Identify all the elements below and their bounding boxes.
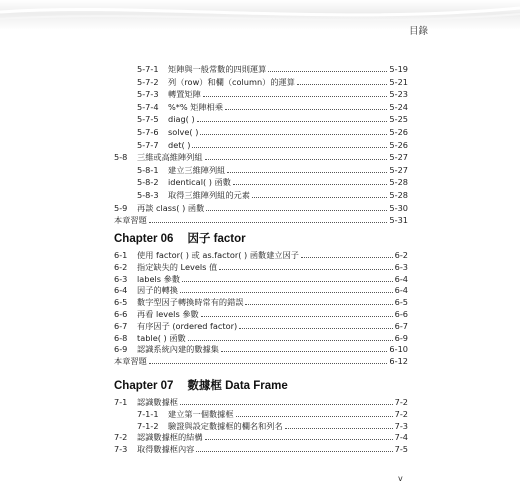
dot-leader — [180, 404, 393, 405]
toc-entry-title: 建立三維陣列組 — [168, 165, 226, 175]
running-header: 目錄 — [408, 26, 428, 37]
toc-entry-page: 6-9 — [394, 333, 408, 343]
toc-entry — [0, 63, 520, 75]
toc-entry — [0, 396, 520, 408]
dot-leader — [197, 121, 387, 122]
toc-entry-page: 5-21 — [389, 77, 408, 87]
toc-entry-page: 6-12 — [389, 356, 408, 366]
toc-entry-number: 6-2 — [114, 262, 128, 272]
toc-entry — [0, 101, 520, 113]
toc-entry-title: diag( ) — [168, 114, 195, 124]
toc-entry-page: 7-5 — [394, 444, 408, 454]
dot-leader — [200, 134, 387, 135]
toc-entry-number: 7-1 — [114, 397, 128, 407]
toc-entry-title: 指定缺失的 Levels 值 — [137, 262, 218, 272]
dot-leader — [221, 351, 387, 352]
chapter-number: Chapter 06 — [114, 233, 174, 245]
toc-entry-page: 5-25 — [389, 114, 408, 124]
toc-entry — [0, 164, 520, 176]
toc-entry-number: 6-9 — [114, 344, 128, 354]
toc-entry-page: 6-7 — [394, 321, 408, 331]
toc-entry-title: 矩陣與一般常數的四則運算 — [168, 64, 267, 74]
toc-entry — [0, 189, 520, 201]
toc-entry — [0, 214, 520, 226]
toc-entry-page: 7-2 — [394, 409, 408, 419]
toc-entry — [0, 343, 520, 355]
dot-leader — [227, 172, 387, 173]
toc-entry-number: 7-1-1 — [137, 409, 159, 419]
chapter-heading — [114, 377, 288, 395]
toc-entry-number: 5-7-7 — [137, 140, 159, 150]
toc-entry — [0, 355, 520, 367]
toc-entry — [0, 261, 520, 273]
toc-entry-number: 6-4 — [114, 285, 128, 295]
dot-leader — [149, 363, 387, 364]
toc-entry-number: 6-5 — [114, 297, 128, 307]
toc-entry-page: 6-6 — [394, 309, 408, 319]
toc-entry-number: 5-7-6 — [137, 127, 159, 137]
toc-entry — [0, 320, 520, 332]
toc-entry — [0, 76, 520, 88]
dot-leader — [252, 197, 387, 198]
toc-entry — [0, 151, 520, 163]
toc-entry-number: 5-7-2 — [137, 77, 159, 87]
toc-entry-title: solve( ) — [168, 127, 199, 137]
toc-entry-title: 因子的轉換 — [137, 285, 178, 295]
toc-entry-number: 6-7 — [114, 321, 128, 331]
chapter-number: Chapter 07 — [114, 380, 174, 392]
toc-entry-page: 5-19 — [389, 64, 408, 74]
toc-entry-number: 5-7-1 — [137, 64, 159, 74]
toc-entry-number: 5-9 — [114, 203, 128, 213]
toc-entry-title: 取得三維陣列組的元素 — [168, 190, 250, 200]
toc-entry — [0, 202, 520, 214]
toc-entry-number: 5-8-1 — [137, 165, 159, 175]
toc-entry-page: 5-28 — [389, 190, 408, 200]
toc-entry-title: det( ) — [168, 140, 191, 150]
toc-entry-page: 5-26 — [389, 140, 408, 150]
toc-entry-page: 7-4 — [394, 432, 408, 442]
toc-entry-number: 6-6 — [114, 309, 128, 319]
dot-leader — [201, 316, 393, 317]
toc-entry-page: 6-4 — [394, 285, 408, 295]
toc-entry-page: 7-2 — [394, 397, 408, 407]
toc-entry-number: 5-8 — [114, 152, 128, 162]
toc-entry-title: 轉置矩陣 — [168, 89, 201, 99]
toc-entry-number: 5-7-5 — [137, 114, 159, 124]
toc-entry-page: 5-23 — [389, 89, 408, 99]
dot-leader — [285, 428, 393, 429]
toc-entry — [0, 284, 520, 296]
dot-leader — [196, 451, 393, 452]
toc-entry-page: 7-3 — [394, 421, 408, 431]
dot-leader — [301, 257, 393, 258]
toc-entry-title: 數字型因子轉換時常有的錯誤 — [137, 297, 244, 307]
dot-leader — [205, 439, 393, 440]
toc-entry-title: 認識系統內建的數據集 — [137, 344, 219, 354]
chapter-title: 因子 factor — [187, 233, 246, 245]
dot-leader — [149, 222, 387, 223]
dot-leader — [239, 328, 393, 329]
toc-entry-number: 6-8 — [114, 333, 128, 343]
toc-entry-page: 5-24 — [389, 102, 408, 112]
toc-entry-page: 6-3 — [394, 262, 408, 272]
dot-leader — [245, 304, 393, 305]
toc-entry-title: 三維或高維陣列組 — [137, 152, 203, 162]
toc-entry-title: 再看 levels 參數 — [137, 309, 199, 319]
toc-entry-title: %*% 矩陣相乘 — [168, 102, 224, 112]
dot-leader — [180, 292, 393, 293]
toc-entry-title: identical( ) 函數 — [168, 177, 231, 187]
toc-entry-title: 取得數據框內容 — [137, 444, 195, 454]
toc-entry-title: 驗證與設定數據框的欄名和列名 — [168, 421, 283, 431]
toc-entry-title: 建立第一個數據框 — [168, 409, 234, 419]
toc-entry-number: 7-3 — [114, 444, 128, 454]
toc-entry-number: 5-8-3 — [137, 190, 159, 200]
toc-entry-page: 5-27 — [389, 165, 408, 175]
toc-entry-title: table( ) 函數 — [137, 333, 186, 343]
toc-entry — [0, 126, 520, 138]
toc-entry-page: 5-30 — [389, 203, 408, 213]
toc-entry-number: 7-1-2 — [137, 421, 159, 431]
toc-entry — [0, 139, 520, 151]
toc-entry-page: 5-26 — [389, 127, 408, 137]
toc-entry-page: 5-27 — [389, 152, 408, 162]
toc-entry-number: 6-3 — [114, 274, 128, 284]
toc-entry-title: 有序因子 (ordered factor) — [137, 321, 238, 331]
dot-leader — [219, 269, 393, 270]
toc-entry-title: 本章習題 — [114, 356, 147, 366]
toc-entry — [0, 308, 520, 320]
dot-leader — [225, 109, 387, 110]
toc-entry-title: 使用 factor( ) 或 as.factor( ) 函數建立因子 — [137, 250, 299, 260]
chapter-heading — [114, 230, 246, 248]
toc-entry-number: 6-1 — [114, 250, 128, 260]
dot-leader — [205, 159, 387, 160]
toc-entry — [0, 249, 520, 261]
toc-entry-page: 6-2 — [394, 250, 408, 260]
toc-entry-page: 6-10 — [389, 344, 408, 354]
toc-entry — [0, 408, 520, 420]
toc-entry-number: 5-8-2 — [137, 177, 159, 187]
dot-leader — [203, 96, 387, 97]
toc-entry-title: 認識數據框的結構 — [137, 432, 203, 442]
dot-leader — [206, 210, 387, 211]
dot-leader — [182, 281, 393, 282]
toc-entry — [0, 88, 520, 100]
toc-entry-title: 認識數據框 — [137, 397, 178, 407]
dot-leader — [192, 147, 387, 148]
toc-entry — [0, 431, 520, 443]
page-number: v — [398, 474, 403, 483]
toc-entry-title: labels 參數 — [137, 274, 181, 284]
toc-entry-number: 5-7-4 — [137, 102, 159, 112]
toc-entry-title: 再談 class( ) 函數 — [137, 203, 205, 213]
dot-leader — [188, 340, 393, 341]
dot-leader — [233, 184, 387, 185]
toc-entry-page: 6-4 — [394, 274, 408, 284]
dot-leader — [268, 71, 387, 72]
toc-entry — [0, 443, 520, 455]
toc-entry-page: 6-5 — [394, 297, 408, 307]
dot-leader — [297, 84, 387, 85]
toc-entry-page: 5-31 — [389, 215, 408, 225]
toc-entry-number: 7-2 — [114, 432, 128, 442]
toc-entry-number: 5-7-3 — [137, 89, 159, 99]
toc-entry-page: 5-28 — [389, 177, 408, 187]
toc-entry-title: 列（row）和欄（column）的運算 — [168, 77, 295, 87]
toc-entry — [0, 176, 520, 188]
dot-leader — [236, 416, 393, 417]
toc-entry — [0, 113, 520, 125]
chapter-title: 數據框 Data Frame — [187, 380, 288, 392]
toc-entry-title: 本章習題 — [114, 215, 147, 225]
toc-entry — [0, 296, 520, 308]
